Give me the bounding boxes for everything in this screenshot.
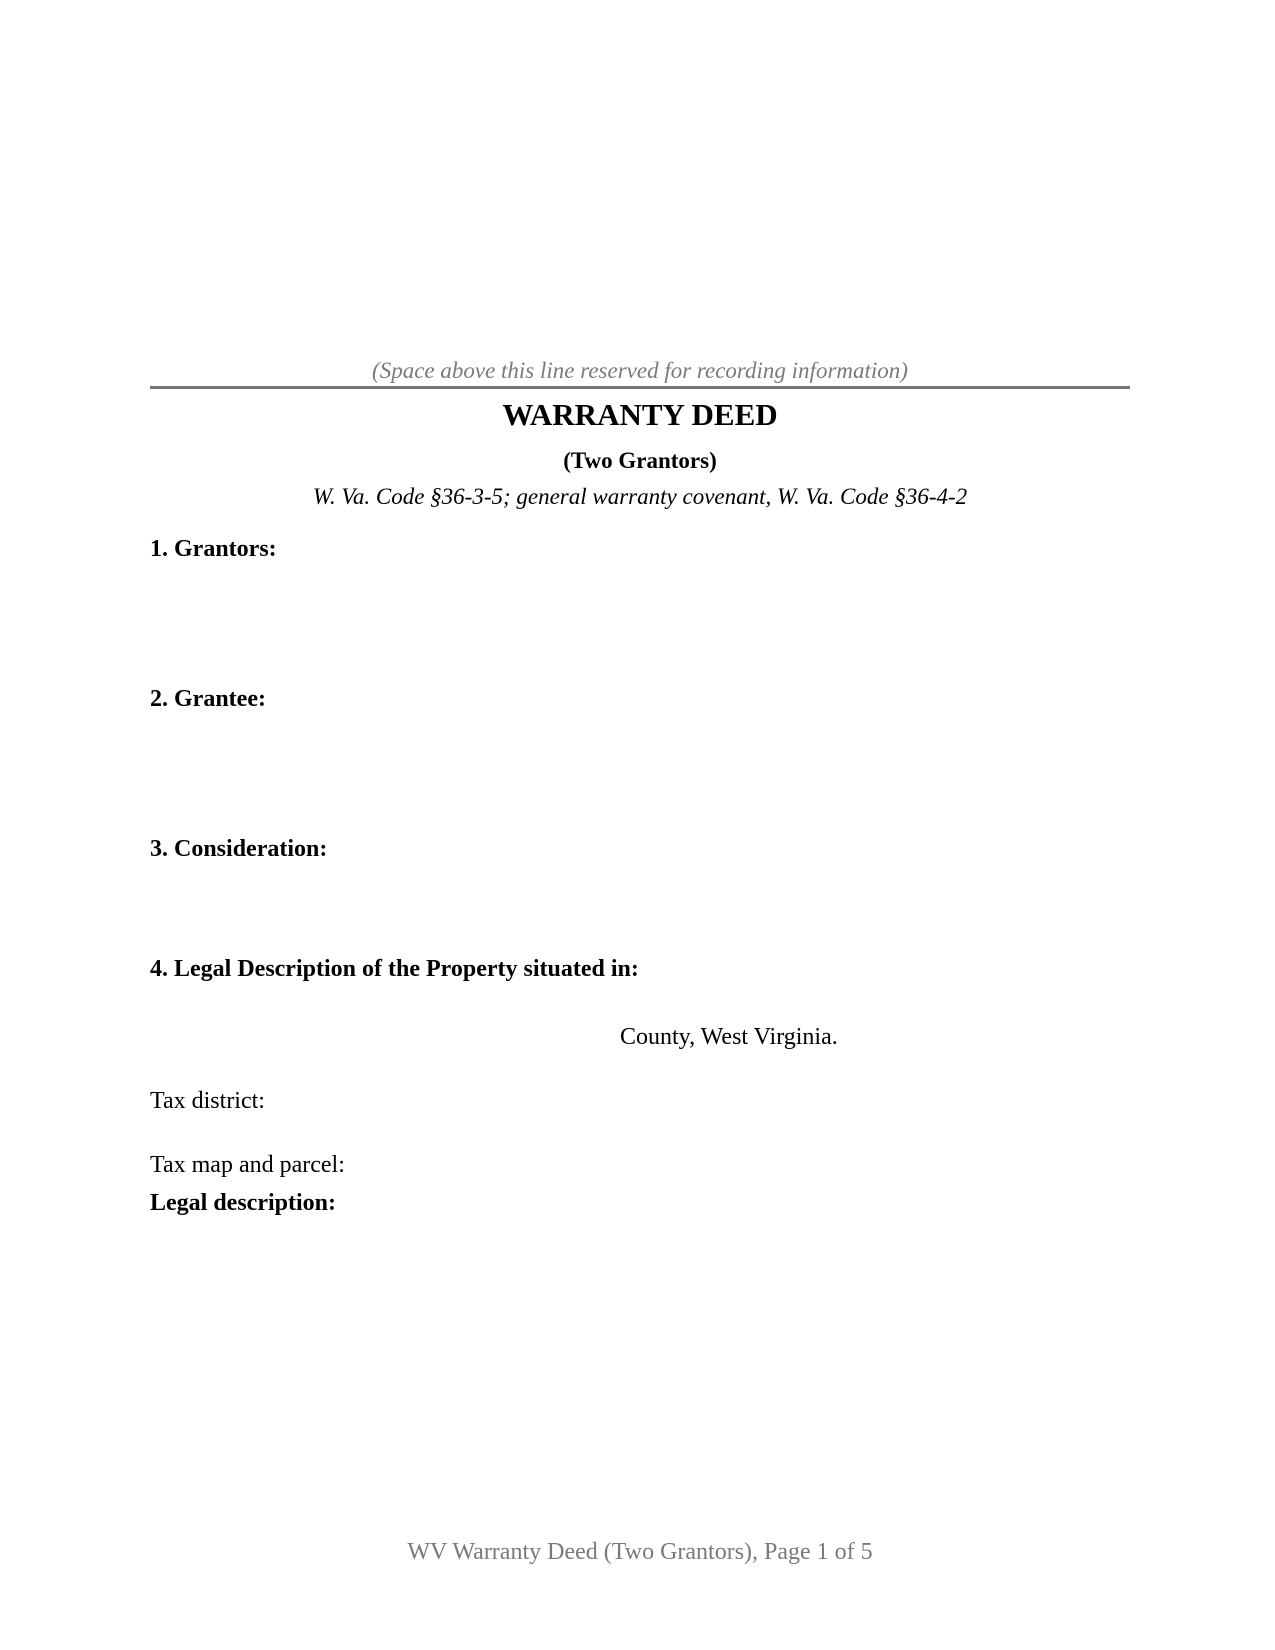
tax-map-parcel-label: Tax map and parcel: [150, 1152, 345, 1178]
recording-space-note: (Space above this line reserved for recording information) [372, 358, 908, 383]
section-grantee-heading: 2. Grantee: [150, 686, 266, 712]
document-title: WARRANTY DEED [502, 397, 778, 432]
recording-divider-line [150, 386, 1130, 389]
legal-description-label: Legal description: [150, 1190, 336, 1216]
page-footer: WV Warranty Deed (Two Grantors), Page 1 of 5 [407, 1539, 873, 1565]
county-line: County, West Virginia. [620, 1024, 838, 1050]
statute-citation: W. Va. Code §36-3-5; general warranty covenant, W. Va. Code §36-4-2 [312, 484, 968, 509]
section-consideration-heading: 3. Consideration: [150, 836, 328, 862]
section-grantors-heading: 1. Grantors: [150, 536, 277, 562]
tax-district-label: Tax district: [150, 1088, 265, 1114]
document-subtitle: (Two Grantors) [563, 448, 717, 473]
section-legal-description-heading: 4. Legal Description of the Property situated in: [150, 956, 639, 982]
